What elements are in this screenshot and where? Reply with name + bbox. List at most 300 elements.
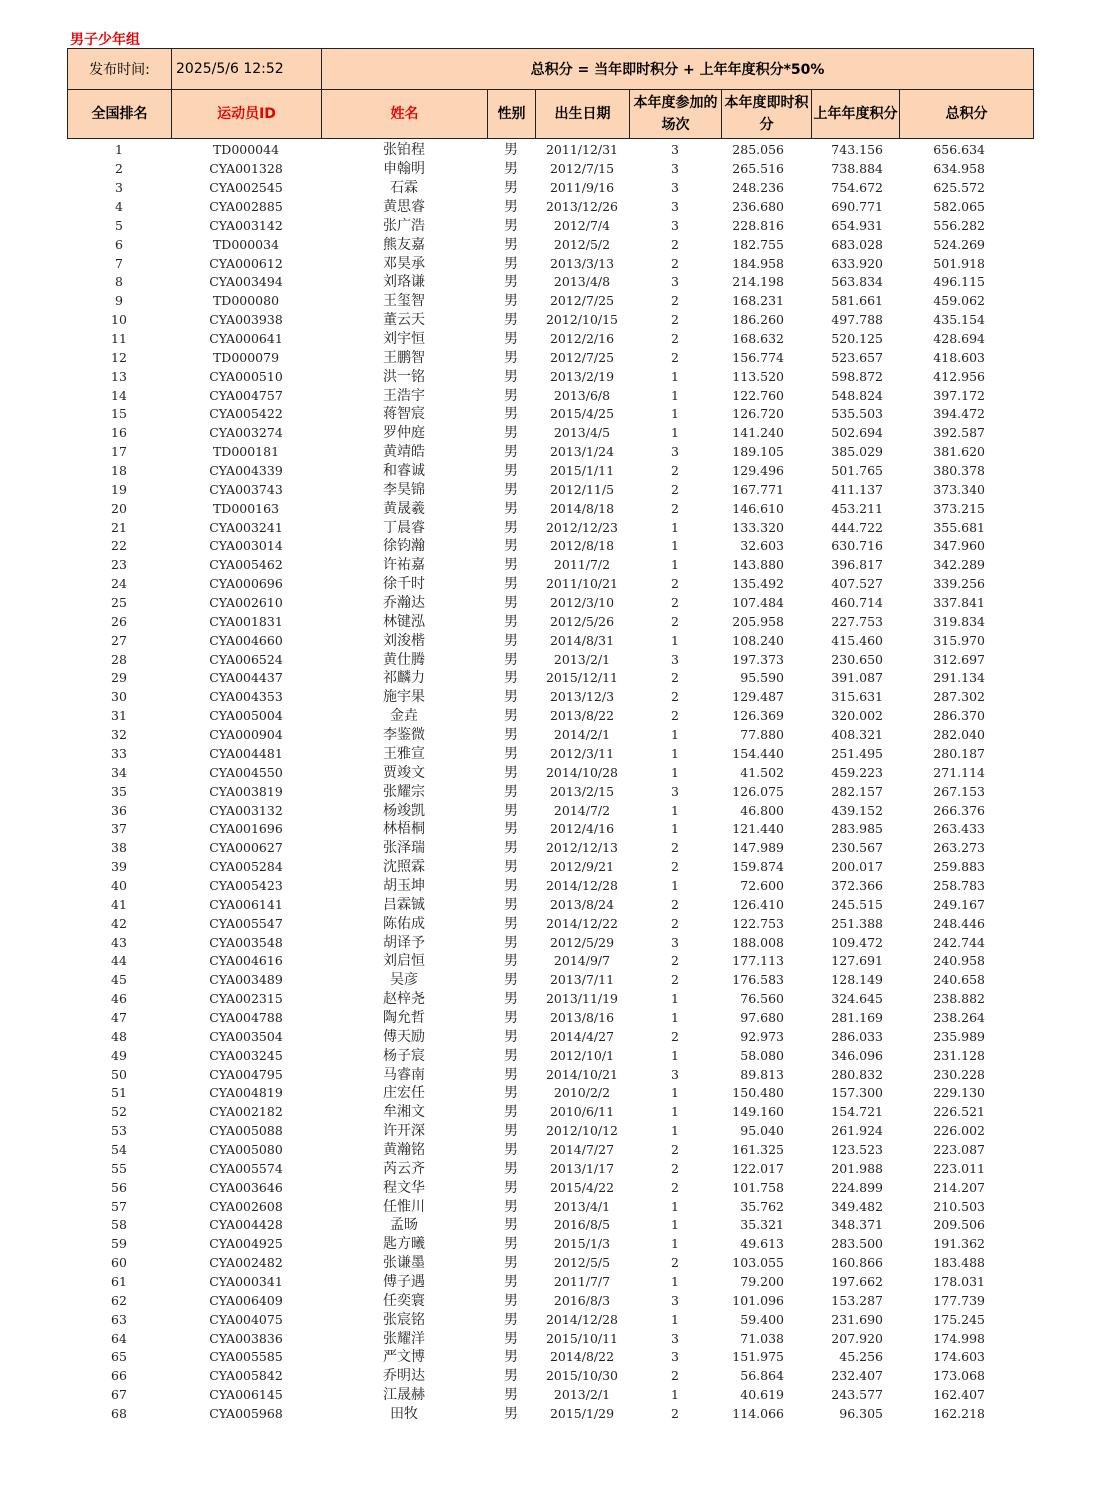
cell-last-year-points: 280.832 [831,1066,883,1082]
cell-events-count: 2 [671,463,679,479]
cell-gender: 男 [504,764,518,781]
cell-birthdate: 2010/6/11 [549,1104,615,1120]
cell-events-count: 2 [671,293,679,309]
cell-events-count: 1 [671,1009,679,1025]
cell-last-year-points: 245.515 [831,896,883,912]
cell-gender: 男 [504,293,518,310]
cell-birthdate: 2015/10/11 [545,1330,619,1346]
cell-current-points: 76.560 [740,991,784,1007]
cell-rank: 47 [111,1009,127,1025]
cell-last-year-points: 535.503 [831,406,883,422]
cell-current-points: 182.755 [732,236,784,252]
cell-current-points: 189.105 [732,444,784,460]
cell-birthdate: 2015/1/29 [549,1406,615,1421]
cell-gender: 男 [504,1255,518,1272]
cell-rank: 8 [115,274,123,290]
cell-athlete-id: CYA003241 [209,519,283,535]
cell-events-count: 2 [671,1141,679,1157]
cell-birthdate: 2015/12/11 [545,670,619,686]
cell-birthdate: 2014/12/28 [545,1311,619,1327]
cell-current-points: 56.864 [740,1368,784,1384]
cell-gender: 男 [504,1009,518,1026]
cell-athlete-id: CYA003142 [209,217,283,233]
table-row [67,443,1033,462]
cell-events-count: 2 [671,1368,679,1384]
table-row [67,1310,1033,1329]
cell-events-count: 2 [671,896,679,912]
cell-total-points: 240.958 [933,953,985,969]
cell-total-points: 347.960 [933,538,985,554]
cell-rank: 2 [115,161,123,177]
cell-last-year-points: 109.472 [831,934,883,950]
cell-gender: 男 [504,368,518,385]
cell-birthdate: 2013/12/26 [545,199,619,214]
cell-rank: 56 [111,1179,127,1195]
cell-gender: 男 [504,708,518,725]
cell-athlete-id: CYA005842 [209,1368,283,1384]
table-row [67,763,1033,782]
table-row [67,839,1033,858]
cell-last-year-points: 127.691 [831,953,883,969]
cell-gender: 男 [504,236,518,253]
cell-last-year-points: 738.884 [831,161,883,177]
table-row [67,1141,1033,1160]
cell-name: 石霖 [390,180,418,197]
cell-events-count: 3 [671,1349,679,1365]
cell-name: 杨竣凯 [383,802,425,819]
cell-current-points: 147.989 [732,840,784,856]
cell-current-points: 126.410 [732,896,784,912]
cell-total-points: 342.289 [933,557,985,573]
table-row [67,688,1033,707]
cell-gender: 男 [504,1179,518,1196]
cell-rank: 4 [115,199,123,214]
cell-birthdate: 2012/10/1 [549,1047,615,1063]
cell-current-points: 71.038 [740,1330,784,1346]
cell-rank: 44 [111,953,127,969]
cell-last-year-points: 444.722 [831,519,883,535]
cell-athlete-id: CYA006145 [209,1387,283,1403]
cell-gender: 男 [504,1311,518,1328]
cell-birthdate: 2014/7/2 [553,802,611,818]
cell-events-count: 1 [671,368,679,384]
cell-current-points: 126.720 [732,406,784,422]
cell-athlete-id: CYA003245 [209,1047,283,1063]
cell-last-year-points: 207.920 [831,1330,883,1346]
cell-current-points: 92.973 [740,1028,784,1044]
cell-rank: 64 [111,1330,127,1346]
cell-athlete-id: CYA004616 [209,953,283,969]
cell-current-points: 248.236 [732,180,784,196]
cell-last-year-points: 581.661 [831,293,883,309]
cell-current-points: 285.056 [732,142,784,158]
cell-birthdate: 2012/5/5 [553,1255,611,1271]
cell-athlete-id: CYA005422 [209,406,283,422]
table-row [67,537,1033,556]
cell-current-points: 101.096 [732,1292,784,1308]
cell-events-count: 2 [671,1160,679,1176]
cell-athlete-id: CYA004353 [209,689,283,705]
publish-label: 发布时间: [68,49,172,90]
cell-birthdate: 2012/5/2 [553,236,611,252]
table-row [67,480,1033,499]
cell-birthdate: 2011/10/21 [545,576,619,592]
cell-athlete-id: CYA003014 [209,538,283,554]
cell-gender: 男 [504,312,518,329]
table-row [67,1386,1033,1405]
cell-gender: 男 [504,1104,518,1121]
cell-last-year-points: 283.500 [831,1236,883,1252]
cell-events-count: 1 [671,387,679,403]
cell-gender: 男 [504,821,518,838]
cell-total-points: 392.587 [933,425,985,441]
table-row [67,1027,1033,1046]
cell-total-points: 183.488 [933,1255,985,1271]
cell-birthdate: 2011/12/31 [545,142,619,158]
cell-events-count: 2 [671,236,679,252]
cell-events-count: 2 [671,1028,679,1044]
cell-current-points: 101.758 [732,1179,784,1195]
cell-total-points: 355.681 [933,519,985,535]
cell-total-points: 178.031 [933,1273,985,1289]
cell-events-count: 2 [671,1179,679,1195]
cell-athlete-id: CYA002482 [209,1255,283,1271]
cell-gender: 男 [504,217,518,234]
cell-last-year-points: 654.931 [831,217,883,233]
cell-current-points: 72.600 [740,877,784,893]
cell-athlete-id: CYA003938 [209,312,283,328]
cell-athlete-id: CYA003274 [209,425,283,441]
cell-last-year-points: 197.662 [831,1273,883,1289]
cell-birthdate: 2013/2/15 [549,783,615,799]
cell-last-year-points: 396.817 [831,557,883,573]
cell-gender: 男 [504,1085,518,1102]
table-row [67,1159,1033,1178]
table-row [67,556,1033,575]
cell-total-points: 291.134 [933,670,985,686]
cell-rank: 11 [111,331,127,347]
cell-current-points: 150.480 [732,1085,784,1101]
cell-name: 申翰明 [383,161,425,178]
table-row [67,612,1033,631]
cell-rank: 40 [111,877,127,893]
cell-rank: 3 [115,180,123,196]
cell-total-points: 582.065 [933,199,985,214]
table-row [67,179,1033,198]
cell-gender: 男 [504,613,518,630]
cell-last-year-points: 407.527 [831,576,883,592]
cell-total-points: 266.376 [933,802,985,818]
cell-gender: 男 [504,651,518,668]
cell-total-points: 267.153 [933,783,985,799]
cell-current-points: 197.373 [732,651,784,667]
cell-total-points: 435.154 [933,312,985,328]
cell-events-count: 3 [671,444,679,460]
cell-events-count: 3 [671,1292,679,1308]
cell-rank: 48 [111,1028,127,1044]
table-row [67,1367,1033,1386]
col-gender: 性别 [488,90,536,139]
cell-birthdate: 2012/9/21 [549,859,615,875]
cell-gender: 男 [504,387,518,404]
cell-birthdate: 2013/4/8 [553,274,611,290]
cell-events-count: 2 [671,859,679,875]
cell-rank: 21 [111,519,127,535]
cell-name: 张耀洋 [383,1330,425,1347]
cell-last-year-points: 598.872 [831,368,883,384]
cell-rank: 16 [111,425,127,441]
cell-birthdate: 2014/8/31 [549,632,615,648]
cell-birthdate: 2014/7/27 [549,1141,615,1157]
cell-last-year-points: 128.149 [831,972,883,988]
cell-last-year-points: 123.523 [831,1141,883,1157]
cell-last-year-points: 230.567 [831,840,883,856]
table-row [67,575,1033,594]
cell-last-year-points: 96.305 [839,1406,883,1421]
cell-gender: 男 [504,1047,518,1064]
cell-current-points: 156.774 [732,349,784,365]
table-row [67,726,1033,745]
cell-last-year-points: 320.002 [831,708,883,724]
cell-events-count: 1 [671,821,679,837]
cell-name: 王鹏智 [383,349,425,366]
cell-name: 陈佑成 [383,915,425,932]
cell-last-year-points: 391.087 [831,670,883,686]
cell-total-points: 162.218 [933,1406,985,1421]
cell-total-points: 214.207 [933,1179,985,1195]
cell-gender: 男 [504,727,518,744]
cell-athlete-id: CYA000641 [209,331,283,347]
cell-birthdate: 2012/7/4 [553,217,611,233]
cell-gender: 男 [504,255,518,272]
cell-last-year-points: 160.866 [831,1255,883,1271]
cell-total-points: 394.472 [933,406,985,422]
cell-athlete-id: CYA000510 [209,368,283,384]
cell-gender: 男 [504,1066,518,1083]
cell-gender: 男 [504,1160,518,1177]
cell-birthdate: 2012/3/10 [549,595,615,611]
cell-total-points: 238.264 [933,1009,985,1025]
cell-total-points: 339.256 [933,576,985,592]
cell-name: 王雅宣 [383,745,425,762]
cell-gender: 男 [504,1349,518,1366]
cell-rank: 38 [111,840,127,856]
publish-time: 2025/5/6 12:52 [172,49,322,90]
cell-gender: 男 [504,481,518,498]
cell-current-points: 122.017 [732,1160,784,1176]
cell-gender: 男 [504,500,518,517]
cell-athlete-id: TD000181 [212,444,280,460]
cell-athlete-id: CYA005968 [209,1406,283,1421]
cell-current-points: 161.325 [732,1141,784,1157]
cell-gender: 男 [504,934,518,951]
cell-rank: 25 [111,595,127,611]
cell-total-points: 229.130 [933,1085,985,1101]
cell-rank: 9 [115,293,123,309]
cell-birthdate: 2012/7/25 [549,349,615,365]
cell-current-points: 133.320 [732,519,784,535]
cell-events-count: 2 [671,595,679,611]
cell-name: 黄靖皓 [383,444,425,461]
cell-rank: 24 [111,576,127,592]
table-row [67,1348,1033,1367]
cell-last-year-points: 153.287 [831,1292,883,1308]
cell-events-count: 1 [671,425,679,441]
cell-total-points: 191.362 [933,1236,985,1252]
cell-name: 丁晨睿 [383,519,425,536]
cell-birthdate: 2012/12/13 [545,840,619,856]
cell-athlete-id: CYA004550 [209,764,283,780]
cell-athlete-id: CYA002545 [209,180,283,196]
cell-total-points: 235.989 [933,1028,985,1044]
cell-birthdate: 2016/8/3 [553,1292,611,1308]
cell-rank: 60 [111,1255,127,1271]
cell-birthdate: 2013/8/24 [549,896,615,912]
cell-birthdate: 2010/2/2 [553,1085,611,1101]
cell-events-count: 3 [671,783,679,799]
cell-name: 孟旸 [390,1217,418,1234]
cell-name: 芮云齐 [383,1160,425,1177]
cell-name: 张铂程 [383,142,425,159]
cell-current-points: 228.816 [732,217,784,233]
cell-current-points: 77.880 [740,727,784,743]
cell-rank: 35 [111,783,127,799]
cell-total-points: 263.273 [933,840,985,856]
cell-rank: 6 [115,236,123,252]
cell-events-count: 1 [671,1236,679,1252]
cell-total-points: 242.744 [933,934,985,950]
cell-birthdate: 2012/12/23 [545,519,619,535]
cell-events-count: 2 [671,840,679,856]
cell-current-points: 184.958 [732,255,784,271]
cell-current-points: 95.590 [740,670,784,686]
cell-athlete-id: CYA003504 [209,1028,283,1044]
cell-current-points: 265.516 [732,161,784,177]
cell-gender: 男 [504,1028,518,1045]
cell-birthdate: 2012/2/16 [549,331,615,347]
cell-current-points: 214.198 [732,274,784,290]
cell-total-points: 177.739 [933,1292,985,1308]
cell-events-count: 2 [671,481,679,497]
cell-athlete-id: CYA005423 [209,877,283,893]
col-name: 姓名 [322,90,488,139]
cell-rank: 57 [111,1198,127,1214]
table-row [67,1273,1033,1292]
cell-total-points: 263.433 [933,821,985,837]
cell-birthdate: 2015/1/3 [553,1236,611,1252]
cell-total-points: 373.215 [933,500,985,516]
cell-name: 胡玉坤 [383,877,425,894]
cell-events-count: 2 [671,500,679,516]
cell-birthdate: 2013/2/1 [553,1387,611,1403]
cell-gender: 男 [504,859,518,876]
cell-birthdate: 2015/4/22 [549,1179,615,1195]
cell-birthdate: 2011/7/2 [553,557,611,573]
cell-rank: 22 [111,538,127,554]
table-row [67,518,1033,537]
cell-birthdate: 2013/7/11 [549,972,615,988]
cell-name: 王浩宇 [383,387,425,404]
cell-last-year-points: 251.388 [831,915,883,931]
col-events-count: 本年度参加的场次 [630,90,722,139]
cell-gender: 男 [504,915,518,932]
cell-last-year-points: 459.223 [831,764,883,780]
cell-total-points: 280.187 [933,745,985,761]
cell-current-points: 35.762 [740,1198,784,1214]
cell-name: 吴彦 [390,972,418,989]
cell-birthdate: 2013/2/1 [553,651,611,667]
publish-row [68,49,1034,90]
cell-events-count: 1 [671,1273,679,1289]
cell-name: 刘启恒 [383,953,425,970]
cell-current-points: 168.231 [732,293,784,309]
cell-name: 林键泓 [383,613,425,630]
cell-birthdate: 2014/9/7 [553,953,611,969]
cell-athlete-id: TD000079 [212,349,280,365]
cell-gender: 男 [504,670,518,687]
cell-gender: 男 [504,576,518,593]
table-row [67,311,1033,330]
cell-rank: 27 [111,632,127,648]
cell-gender: 男 [504,180,518,197]
cell-name: 邓昊承 [383,255,425,272]
cell-gender: 男 [504,557,518,574]
cell-birthdate: 2013/1/17 [549,1160,615,1176]
cell-birthdate: 2013/8/16 [549,1009,615,1025]
cell-athlete-id: CYA002610 [209,595,283,611]
cell-current-points: 49.613 [740,1236,784,1252]
cell-birthdate: 2012/8/18 [549,538,615,554]
table-row [67,801,1033,820]
table-row [67,1103,1033,1122]
cell-gender: 男 [504,1292,518,1309]
cell-last-year-points: 460.714 [831,595,883,611]
cell-total-points: 174.998 [933,1330,985,1346]
table-row [67,1009,1033,1028]
cell-last-year-points: 415.460 [831,632,883,648]
cell-gender: 男 [504,161,518,178]
cell-current-points: 122.753 [732,915,784,931]
cell-current-points: 236.680 [732,199,784,214]
cell-gender: 男 [504,783,518,800]
cell-rank: 53 [111,1123,127,1139]
cell-birthdate: 2013/12/3 [549,689,615,705]
table-row [67,1178,1033,1197]
cell-athlete-id: CYA004428 [209,1217,283,1233]
table-row [67,235,1033,254]
table-row [67,1291,1033,1310]
table-row [67,292,1033,311]
cell-athlete-id: CYA001328 [209,161,283,177]
cell-total-points: 524.269 [933,236,985,252]
cell-events-count: 1 [671,1085,679,1101]
cell-events-count: 1 [671,727,679,743]
cell-events-count: 3 [671,180,679,196]
cell-total-points: 381.620 [933,444,985,460]
table-row [67,990,1033,1009]
cell-name: 王玺智 [383,293,425,310]
ranking-rows [67,141,1033,1423]
table-row [67,631,1033,650]
cell-current-points: 149.160 [732,1104,784,1120]
cell-name: 乔明达 [383,1368,425,1385]
cell-rank: 62 [111,1292,127,1308]
cell-last-year-points: 157.300 [831,1085,883,1101]
cell-name: 董云天 [383,312,425,329]
cell-last-year-points: 520.125 [831,331,883,347]
cell-rank: 15 [111,406,127,422]
cell-total-points: 459.062 [933,293,985,309]
